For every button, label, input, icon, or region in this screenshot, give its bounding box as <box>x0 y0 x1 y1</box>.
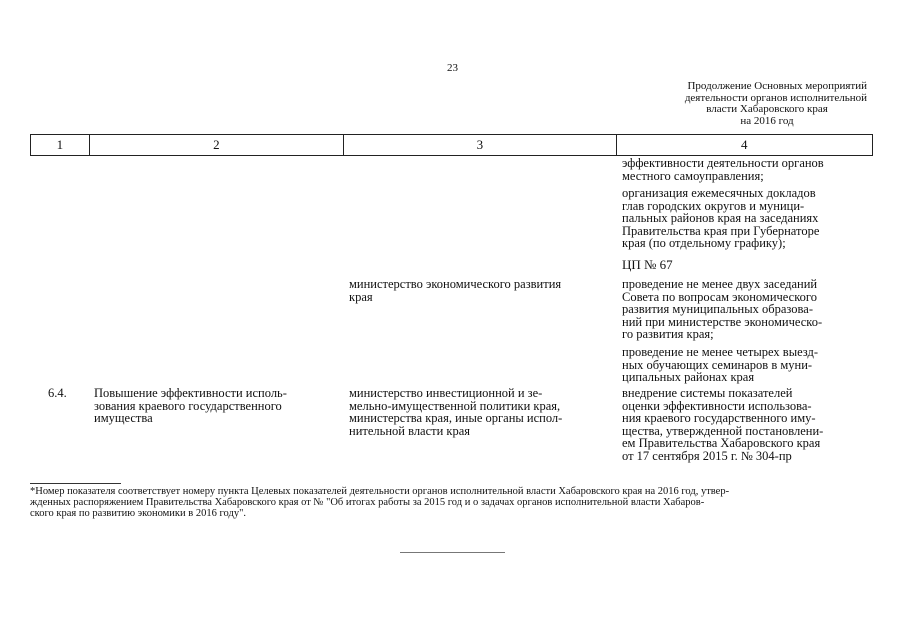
cell-line: ЦП № 67 <box>622 257 673 272</box>
activity-cell <box>622 387 877 462</box>
running-header <box>607 81 867 127</box>
footnote <box>30 486 875 519</box>
footnote-separator <box>30 483 121 484</box>
activity-cell <box>622 278 877 341</box>
cell-line: министерство инвестиционной и зе- <box>349 386 543 400</box>
cell-line: Совета по вопросам экономического <box>622 289 817 304</box>
cell-line: края <box>349 289 373 304</box>
page-number: 23 <box>447 62 458 74</box>
running-header-line: деятельности органов исполнительной <box>684 91 867 104</box>
running-header-line: на 2016 год <box>740 114 794 127</box>
cell-line: от 17 сентября 2015 г. № 304-пр <box>622 448 792 463</box>
cell-line: оценки эффективности использова- <box>622 398 812 413</box>
activity-cell <box>622 346 877 384</box>
column-header: 2 <box>89 135 343 156</box>
cell-line: ния краевого государственного иму- <box>622 411 816 425</box>
cell-line: местного самоуправления; <box>622 168 764 183</box>
end-separator <box>400 552 505 553</box>
cell-line: края (по отдельному графику); <box>622 236 786 250</box>
cell-line: пальных районов края на заседаниях <box>622 211 819 225</box>
column-header: 1 <box>31 135 90 156</box>
cell-line: Повышение эффективности исполь- <box>94 386 287 400</box>
footnote-line: *Номер показателя соответствует номеру пункта Целевых показателей деятельности органов исполнительной власти Хабаровского края на 2016 год, утвер- <box>30 486 730 497</box>
cell-line: ципальных районах края <box>622 370 755 384</box>
cell-line: Правительства края при Губернаторе <box>622 223 820 238</box>
cell-line: развития муниципальных образова- <box>622 302 813 316</box>
item-number: 6.4. <box>48 386 67 400</box>
cell-line: эффективности деятельности органов <box>622 156 824 170</box>
cell-line: проведение не менее двух заседаний <box>622 277 818 291</box>
footnote-line: ского края по развитию экономики в 2016 году". <box>30 508 246 519</box>
item-name-cell <box>94 387 339 425</box>
cell-line: организация ежемесячных докладов <box>622 186 816 200</box>
running-header-line: Продолжение Основных мероприятий <box>687 80 867 92</box>
table-header-row <box>31 135 873 156</box>
cell-line: проведение не менее четырех выезд- <box>622 345 819 359</box>
executor-cell <box>349 387 615 437</box>
measures-table <box>30 134 873 156</box>
cell-line: мельно-имущественной политики края, <box>349 398 561 413</box>
cell-line: нительной власти края <box>349 423 471 438</box>
cell-line: имущества <box>94 411 153 425</box>
executor-cell <box>349 278 615 303</box>
cell-line: министерства края, иные органы испол- <box>349 411 563 425</box>
footnote-line: жденных распоряжением Правительства Хабаровского края от № "Об итогах работы за 2015 год и о задачах органов исполнительной власти Хабаров- <box>30 497 705 508</box>
column-header: 3 <box>344 135 616 156</box>
column-header: 4 <box>616 135 873 156</box>
cell-line: ний при министерстве экономическо- <box>622 314 823 329</box>
cell-line: зования краевого государственного <box>94 398 282 413</box>
cell-line: глав городских округов и муници- <box>622 198 805 213</box>
cell-line: министерство экономического развития <box>349 277 562 291</box>
running-header-line: власти Хабаровского края <box>706 103 828 115</box>
activity-cell <box>622 259 877 272</box>
cell-line: внедрение системы показателей <box>622 386 793 400</box>
activity-cell <box>622 187 877 250</box>
cell-line: ных обучающих семинаров в муни- <box>622 357 813 372</box>
cell-line: щества, утвержденной постановлени- <box>622 423 824 438</box>
cell-line: ем Правительства Хабаровского края <box>622 436 821 450</box>
cell-line: го развития края; <box>622 327 714 341</box>
activity-cell <box>622 157 877 182</box>
